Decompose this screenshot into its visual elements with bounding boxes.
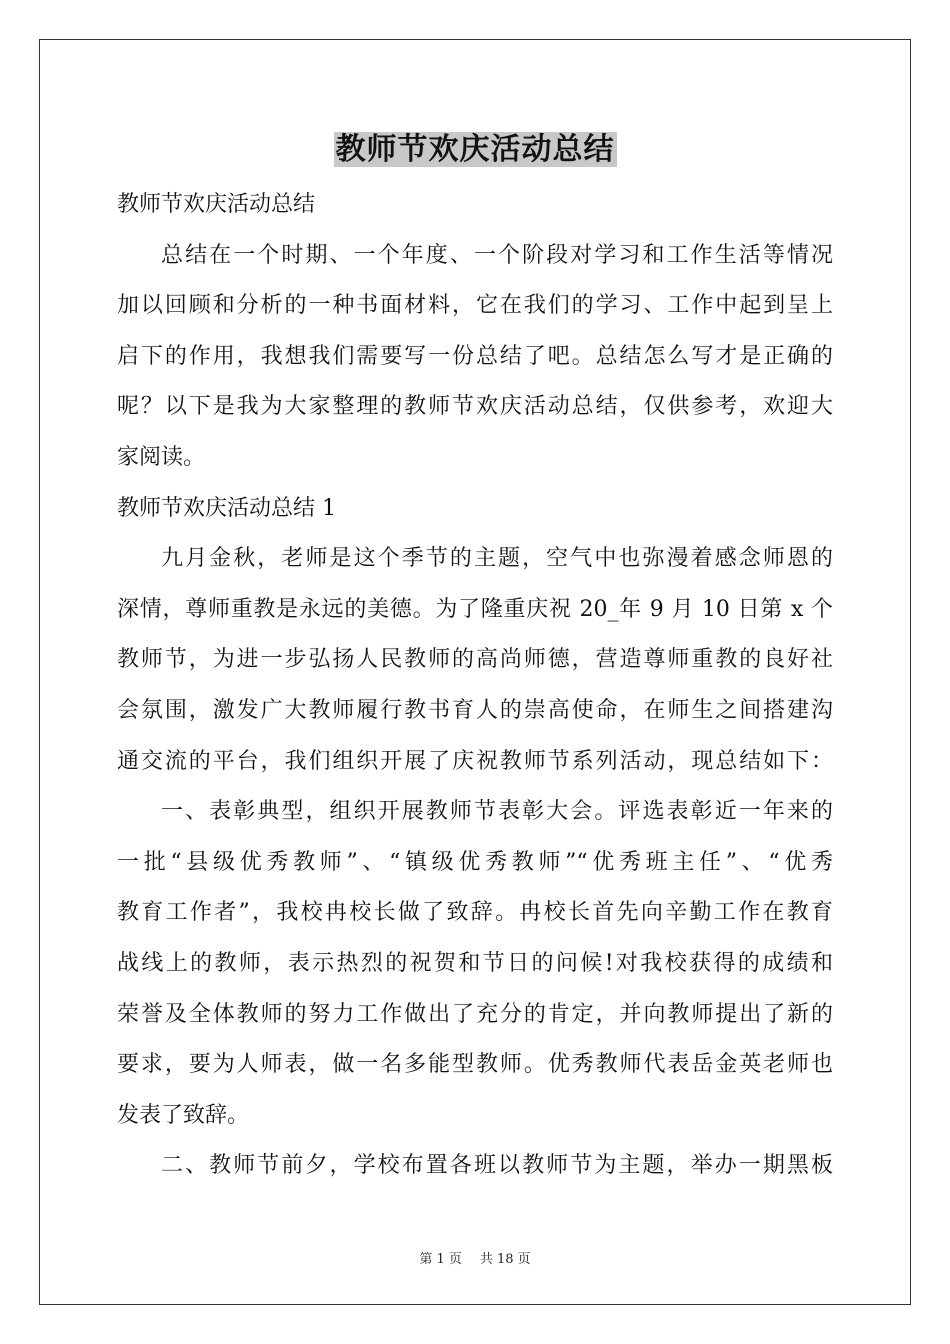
text-line: 战线上的教师，表示热烈的祝贺和节日的问候!对我校获得的成绩和: [117, 950, 833, 976]
text-line: 二、教师节前夕，学校布置各班以教师节为主题，举办一期黑板: [161, 1153, 833, 1179]
text-line: 通交流的平台，我们组织开展了庆祝教师节系列活动，现总结如下：: [117, 748, 833, 774]
text-line: 一、表彰典型，组织开展教师节表彰大会。评选表彰近一年来的: [161, 799, 833, 825]
page-total: 共 18 页: [479, 1252, 531, 1267]
text-line: 总结在一个时期、一个年度、一个阶段对学习和工作生活等情况: [161, 242, 833, 268]
text-line: 会氛围，激发广大教师履行教书育人的崇高使命，在师生之间搭建沟: [117, 697, 833, 723]
text-line: 教育工作者”，我校冉校长做了致辞。冉校长首先向辛勤工作在教育: [117, 900, 833, 926]
page-number: 第 1 页: [419, 1252, 462, 1267]
text-line: 发表了致辞。: [117, 1102, 250, 1128]
text-line: 教师节欢庆活动总结 1: [117, 495, 336, 521]
text-line: 教师节欢庆活动总结: [117, 192, 316, 217]
page-footer: [0, 1248, 950, 1267]
text-line: 九月金秋，老师是这个季节的主题，空气中也弥漫着感念师恩的: [161, 546, 833, 572]
text-line: 加以回顾和分析的一种书面材料，它在我们的学习、工作中起到呈上: [117, 293, 833, 319]
document-body: [117, 180, 833, 1192]
text-line: 家阅读。: [117, 444, 206, 470]
document-title: 教师节欢庆活动总结: [335, 132, 615, 167]
text-line: 教师节，为进一步弘扬人民教师的高尚师德，营造尊师重教的良好社: [117, 647, 833, 673]
text-line: 深情，尊师重教是永远的美德。为了隆重庆祝 20_年 9 月 10 日第 x 个: [117, 596, 833, 622]
text-line: 荣誉及全体教师的努力工作做出了充分的肯定，并向教师提出了新的: [117, 1001, 833, 1027]
text-line: 呢？以下是我为大家整理的教师节欢庆活动总结，仅供参考，欢迎大: [117, 394, 833, 420]
text-line: 启下的作用，我想我们需要写一份总结了吧。总结怎么写才是正确的: [117, 343, 833, 369]
text-line: 要求，要为人师表，做一名多能型教师。优秀教师代表岳金英老师也: [117, 1052, 833, 1078]
text-line: 一批“县级优秀教师”、“镇级优秀教师”“优秀班主任”、“优秀: [117, 849, 833, 875]
